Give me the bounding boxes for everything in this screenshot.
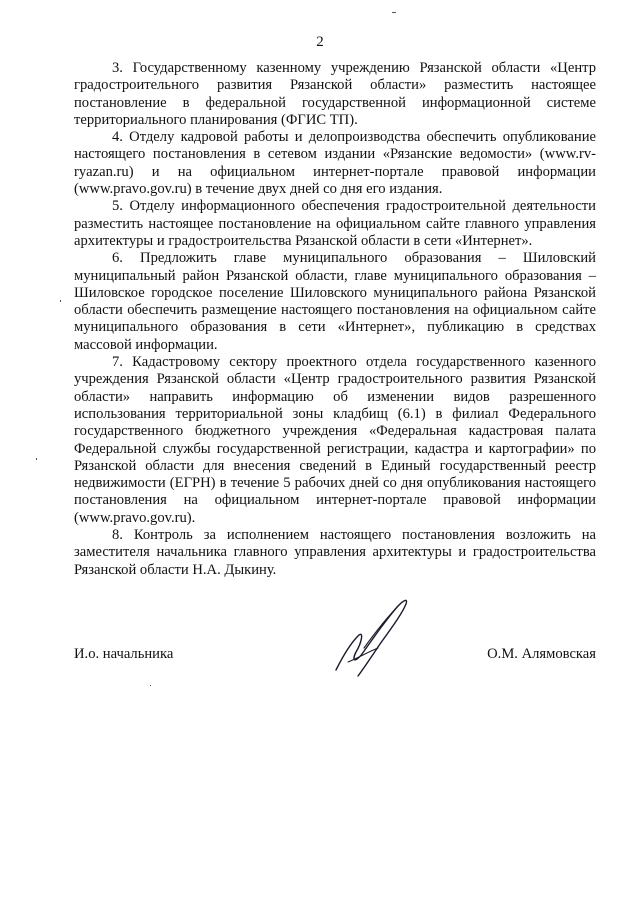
scan-speck — [36, 458, 37, 460]
signatory-title: И.о. начальника — [74, 646, 174, 662]
page-number: 2 — [316, 34, 324, 50]
scan-speck — [150, 685, 151, 686]
signature-block — [74, 640, 596, 680]
signatory-name: О.М. Алямовская — [487, 646, 596, 662]
paragraph-8: 8. Контроль за исполнением настоящего постановления возложить на заместителя начальника главного управления архитектуры и градостроительства Рязанской области Н.А. Дыкину. — [74, 527, 596, 578]
scan-speck — [392, 12, 396, 13]
paragraph-7: 7. Кадастровому сектору проектного отдела государственного казенного учреждения Рязанской области «Центр градостроительного развития Рязанской области» направить информацию об изменении видов разрешенного использования территориальной зоны кладбищ (6.1) в филиал Федерального государственного бюджетного учреждения «Федеральная кадастровая палата Федеральной службы государственной регистрации, кадастра и картографии» по Рязанской области для внесения сведений в Единый государственный реестр недвижимости (ЕГРН) в течение 5 рабочих дней со дня опубликования настоящего постановления на официальном интернет-портале правовой информации (www.pravo.gov.ru). — [74, 354, 596, 526]
paragraph-5: 5. Отделу информационного обеспечения градостроительной деятельности разместить настоящее постановление на официальном сайте главного управления архитектуры и градостроительства Рязанской области в сети «Интернет». — [74, 198, 596, 249]
document-body — [74, 60, 596, 579]
paragraph-3: 3. Государственному казенному учреждению Рязанской области «Центр градостроительного развития Рязанской области» разместить настоящее постановление в федеральной государственной информационной системе территориального планирования (ФГИС ТП). — [74, 60, 596, 128]
paragraph-6: 6. Предложить главе муниципального образования – Шиловский муниципальный район Рязанской области, главе муниципального образования – Шиловское городское поселение Шиловского муниципального района Рязанской области обеспечить размещение настоящего постановления на официальном сайте муниципального образования в сети «Интернет», публикацию в средствах массовой информации. — [74, 250, 596, 353]
paragraph-4: 4. Отделу кадровой работы и делопроизводства обеспечить опубликование настоящего постановления в сетевом издании «Рязанские ведомости» (www.rv-ryazan.ru) и на официальном интернет-портале правовой информации (www.pravo.gov.ru) в течение двух дней со дня его издания. — [74, 129, 596, 198]
scan-speck — [60, 300, 61, 302]
